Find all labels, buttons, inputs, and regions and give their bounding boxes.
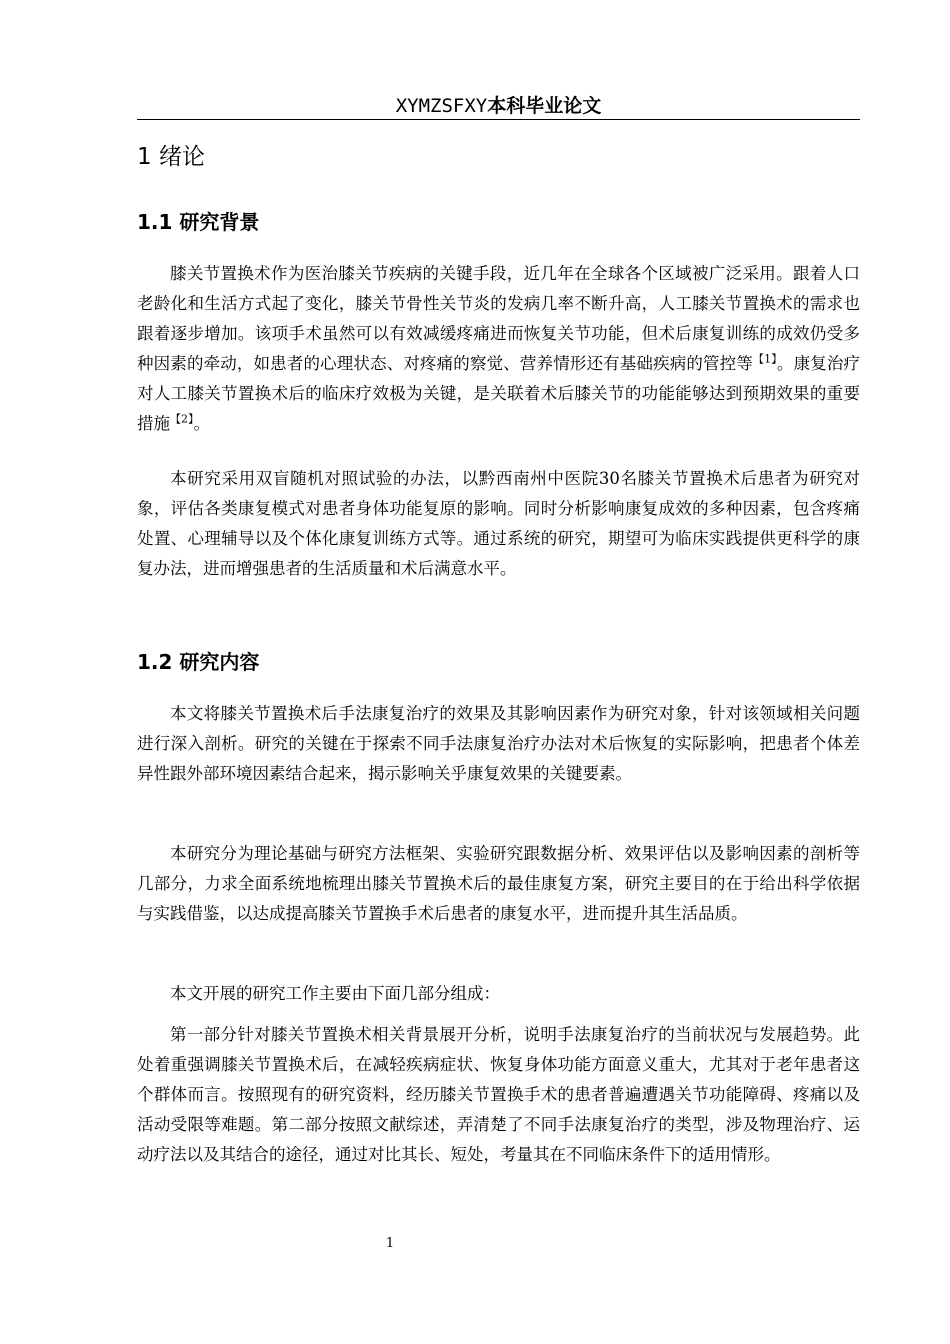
paragraph-text: 。: [193, 414, 210, 433]
paragraph-content-4: 第一部分针对膝关节置换术相关背景展开分析，说明手法康复治疗的当前状况与发展趋势。此处着重强调膝关节置换术后，在减轻疾病症状、恢复身体功能方面意义重大，尤其对于老年患者这个群体而言。按照现有的研究资料，经历膝关节置换手术的患者普遍遭遇关节功能障碍、疼痛以及活动受限等难题。第二部分按照文献综述，弄清楚了不同手法康复治疗的类型，涉及物理治疗、运动疗法以及其结合的途径，通过对比其长、短处，考量其在不同临床条件下的适用情形。: [137, 1025, 860, 1164]
section-title-1-2: 1.2 研究内容: [137, 650, 260, 674]
section-title-1-1: 1.1 研究背景: [137, 210, 260, 234]
paragraph-text: 。康复治疗对人工膝关节置换术后的临床疗效极为关键，是关联着术后膝关节的功能能够达到预期效果的重要措施: [137, 354, 861, 433]
paragraph-content-1: 本文将膝关节置换术后手法康复治疗的效果及其影响因素作为研究对象，针对该领域相关问题进行深入剖析。研究的关键在于探索不同手法康复治疗办法对术后恢复的实际影响，把患者个体差异性跟外部环境因素结合起来，揭示影响关乎康复效果的关键要素。: [137, 704, 860, 783]
paragraph-background-1: [137, 259, 860, 439]
page-header: [137, 92, 860, 120]
page-number: 1: [385, 1236, 395, 1251]
citation-1[interactable]: 【1】: [752, 352, 777, 366]
paragraph-text: 膝关节置换术作为医治膝关节疾病的关键手段，近几年在全球各个区域被广泛采用。跟着人口老龄化和生活方式起了变化，膝关节骨性关节炎的发病几率不断升高，人工膝关节置换术的需求也跟着逐步增加。该项手术虽然可以有效减缓疼痛进而恢复关节功能，但术后康复训练的成效仍受多种因素的牵动，如患者的心理状态、对疼痛的察觉、营养情形还有基础疾病的管控等: [137, 264, 860, 373]
chapter-title: 1 绪论: [137, 144, 205, 170]
header-latin: XYMZSFXY: [395, 95, 488, 117]
header-title: 本科毕业论文: [487, 95, 602, 117]
paragraph-content-2: 本研究分为理论基础与研究方法框架、实验研究跟数据分析、效果评估以及影响因素的剖析等几部分，力求全面系统地梳理出膝关节置换术后的最佳康复方案，研究主要目的在于给出科学依据与实践借鉴，以达成提高膝关节置换手术后患者的康复水平，进而提升其生活品质。: [137, 844, 860, 923]
citation-2[interactable]: 【2】: [170, 412, 194, 426]
paragraph-background-2: 本研究采用双盲随机对照试验的办法，以黔西南州中医院30名膝关节置换术后患者为研究对象，评估各类康复模式对患者身体功能复原的影响。同时分析影响康复成效的多种因素，包含疼痛处置、心理辅导以及个体化康复训练方式等。通过系统的研究，期望可为临床实践提供更科学的康复办法，进而增强患者的生活质量和术后满意水平。: [137, 469, 860, 578]
paragraph-content-3: 本文开展的研究工作主要由下面几部分组成：: [170, 984, 500, 1003]
